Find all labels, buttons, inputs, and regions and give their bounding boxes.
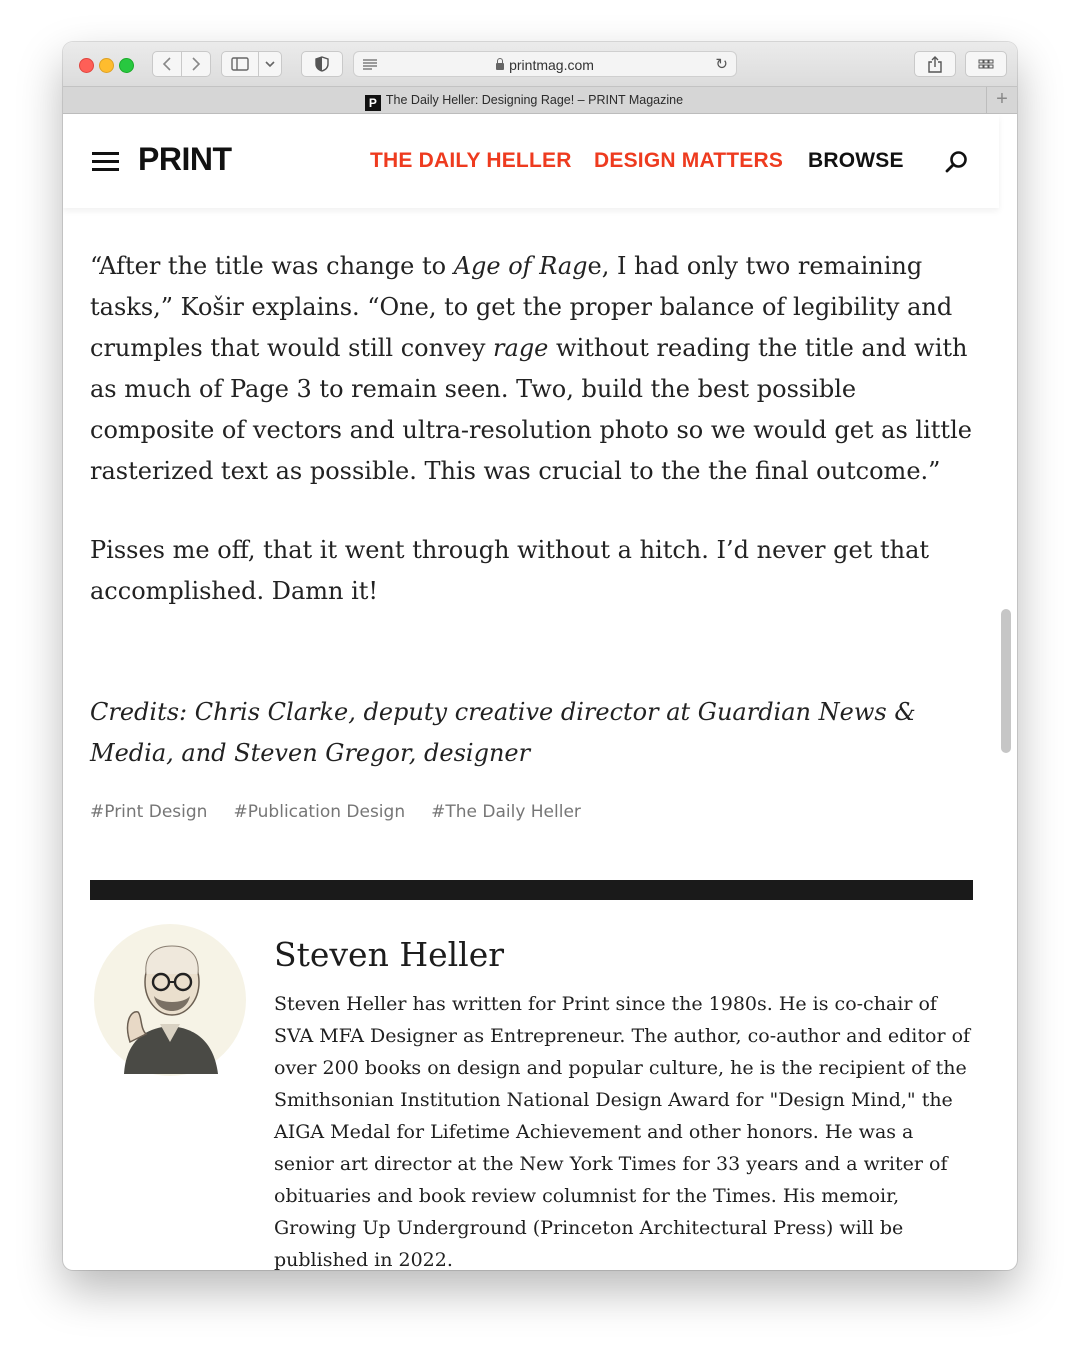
tab-overview-button[interactable]: [965, 51, 1007, 77]
search-icon[interactable]: [945, 150, 969, 174]
text-run: “After the title was change to: [90, 252, 454, 280]
new-tab-button[interactable]: +: [986, 87, 1017, 113]
share-icon: [928, 56, 942, 73]
sidebar-button[interactable]: [221, 51, 259, 77]
site-logo[interactable]: PRINT: [138, 141, 232, 177]
tab-title: The Daily Heller: Designing Rage! – PRINT Magazine: [385, 93, 684, 107]
nav-design-matters[interactable]: DESIGN MATTERS: [594, 149, 784, 172]
tag-print-design[interactable]: #Print Design: [90, 802, 208, 822]
chevron-down-icon: [265, 60, 275, 68]
tag-the-daily-heller[interactable]: #The Daily Heller: [431, 802, 581, 822]
author-name[interactable]: Steven Heller: [274, 935, 505, 974]
article-paragraph: Pisses me off, that it went through without a hitch. I’d never get that accomplished. Damn it!: [90, 536, 930, 605]
minimize-window-button[interactable]: [99, 58, 114, 73]
italic-title: Age of Rag: [453, 252, 588, 280]
back-button[interactable]: [152, 51, 182, 77]
sidebar-icon: [231, 57, 249, 71]
text-run: e, I had only two remaining tasks,” Košir explains. “One, to get the proper balance of legibility and crumples that would still convey: [90, 252, 953, 362]
tab-bar: [63, 86, 1017, 114]
tab-active[interactable]: [63, 93, 985, 111]
tag-publication-design[interactable]: #Publication Design: [233, 802, 406, 822]
chevron-left-icon: [162, 57, 172, 71]
credits: Credits: Chris Clarke, deputy creative director at Guardian News & Media, and Steven Gregor, designer: [90, 698, 916, 767]
text-run: without reading the title and with as much of Page 3 to remain seen. Two, build the best possible composite of vectors and ultra-resolution photo so we would get as little rasterized text as possible. This was crucial to the the final outcome.”: [90, 334, 972, 485]
grid-icon: [978, 59, 994, 69]
nav-browse[interactable]: BROWSE: [808, 149, 904, 172]
url-text: printmag.com: [509, 57, 594, 73]
browser-window: [63, 42, 1017, 1270]
forward-button[interactable]: [181, 51, 211, 77]
site-header: [63, 114, 999, 208]
author-avatar: [94, 924, 246, 1076]
article-paragraph: [90, 246, 973, 492]
close-window-button[interactable]: [79, 58, 94, 73]
shield-icon: [315, 56, 329, 72]
lock-icon: [496, 63, 504, 70]
section-divider: [90, 880, 973, 900]
favicon: P: [365, 95, 381, 111]
author-bio: Steven Heller has written for Print since the 1980s. He is co-chair of SVA MFA Designer as Entrepreneur. The author, co-author and editor of over 200 books on design and popular culture, he is the recipient of the Smithsonian Institution National Design Award for "Design Mind," the AIGA Medal for Lifetime Achievement and other honors. He was a senior art director at the New York Times for 33 years and a writer of obituaries and book review columnist for the Times. His memoir, Growing Up Underground (Princeton Architectural Press) will be published in 2022.: [274, 993, 971, 1270]
reload-icon[interactable]: ↻: [715, 56, 728, 73]
share-button[interactable]: [914, 51, 956, 77]
scrollbar-thumb[interactable]: [1001, 609, 1011, 753]
tag-list: [90, 802, 607, 822]
url-display: [354, 57, 736, 73]
title-bar: [63, 42, 1017, 86]
privacy-report-button[interactable]: [301, 51, 343, 77]
address-bar[interactable]: [353, 51, 737, 77]
nav-the-daily-heller[interactable]: THE DAILY HELLER: [370, 149, 572, 172]
zoom-window-button[interactable]: [119, 58, 134, 73]
sidebar-menu-button[interactable]: [258, 51, 282, 77]
hamburger-menu-icon[interactable]: [92, 152, 119, 171]
italic-word: rage: [493, 334, 549, 362]
chevron-right-icon: [191, 57, 201, 71]
